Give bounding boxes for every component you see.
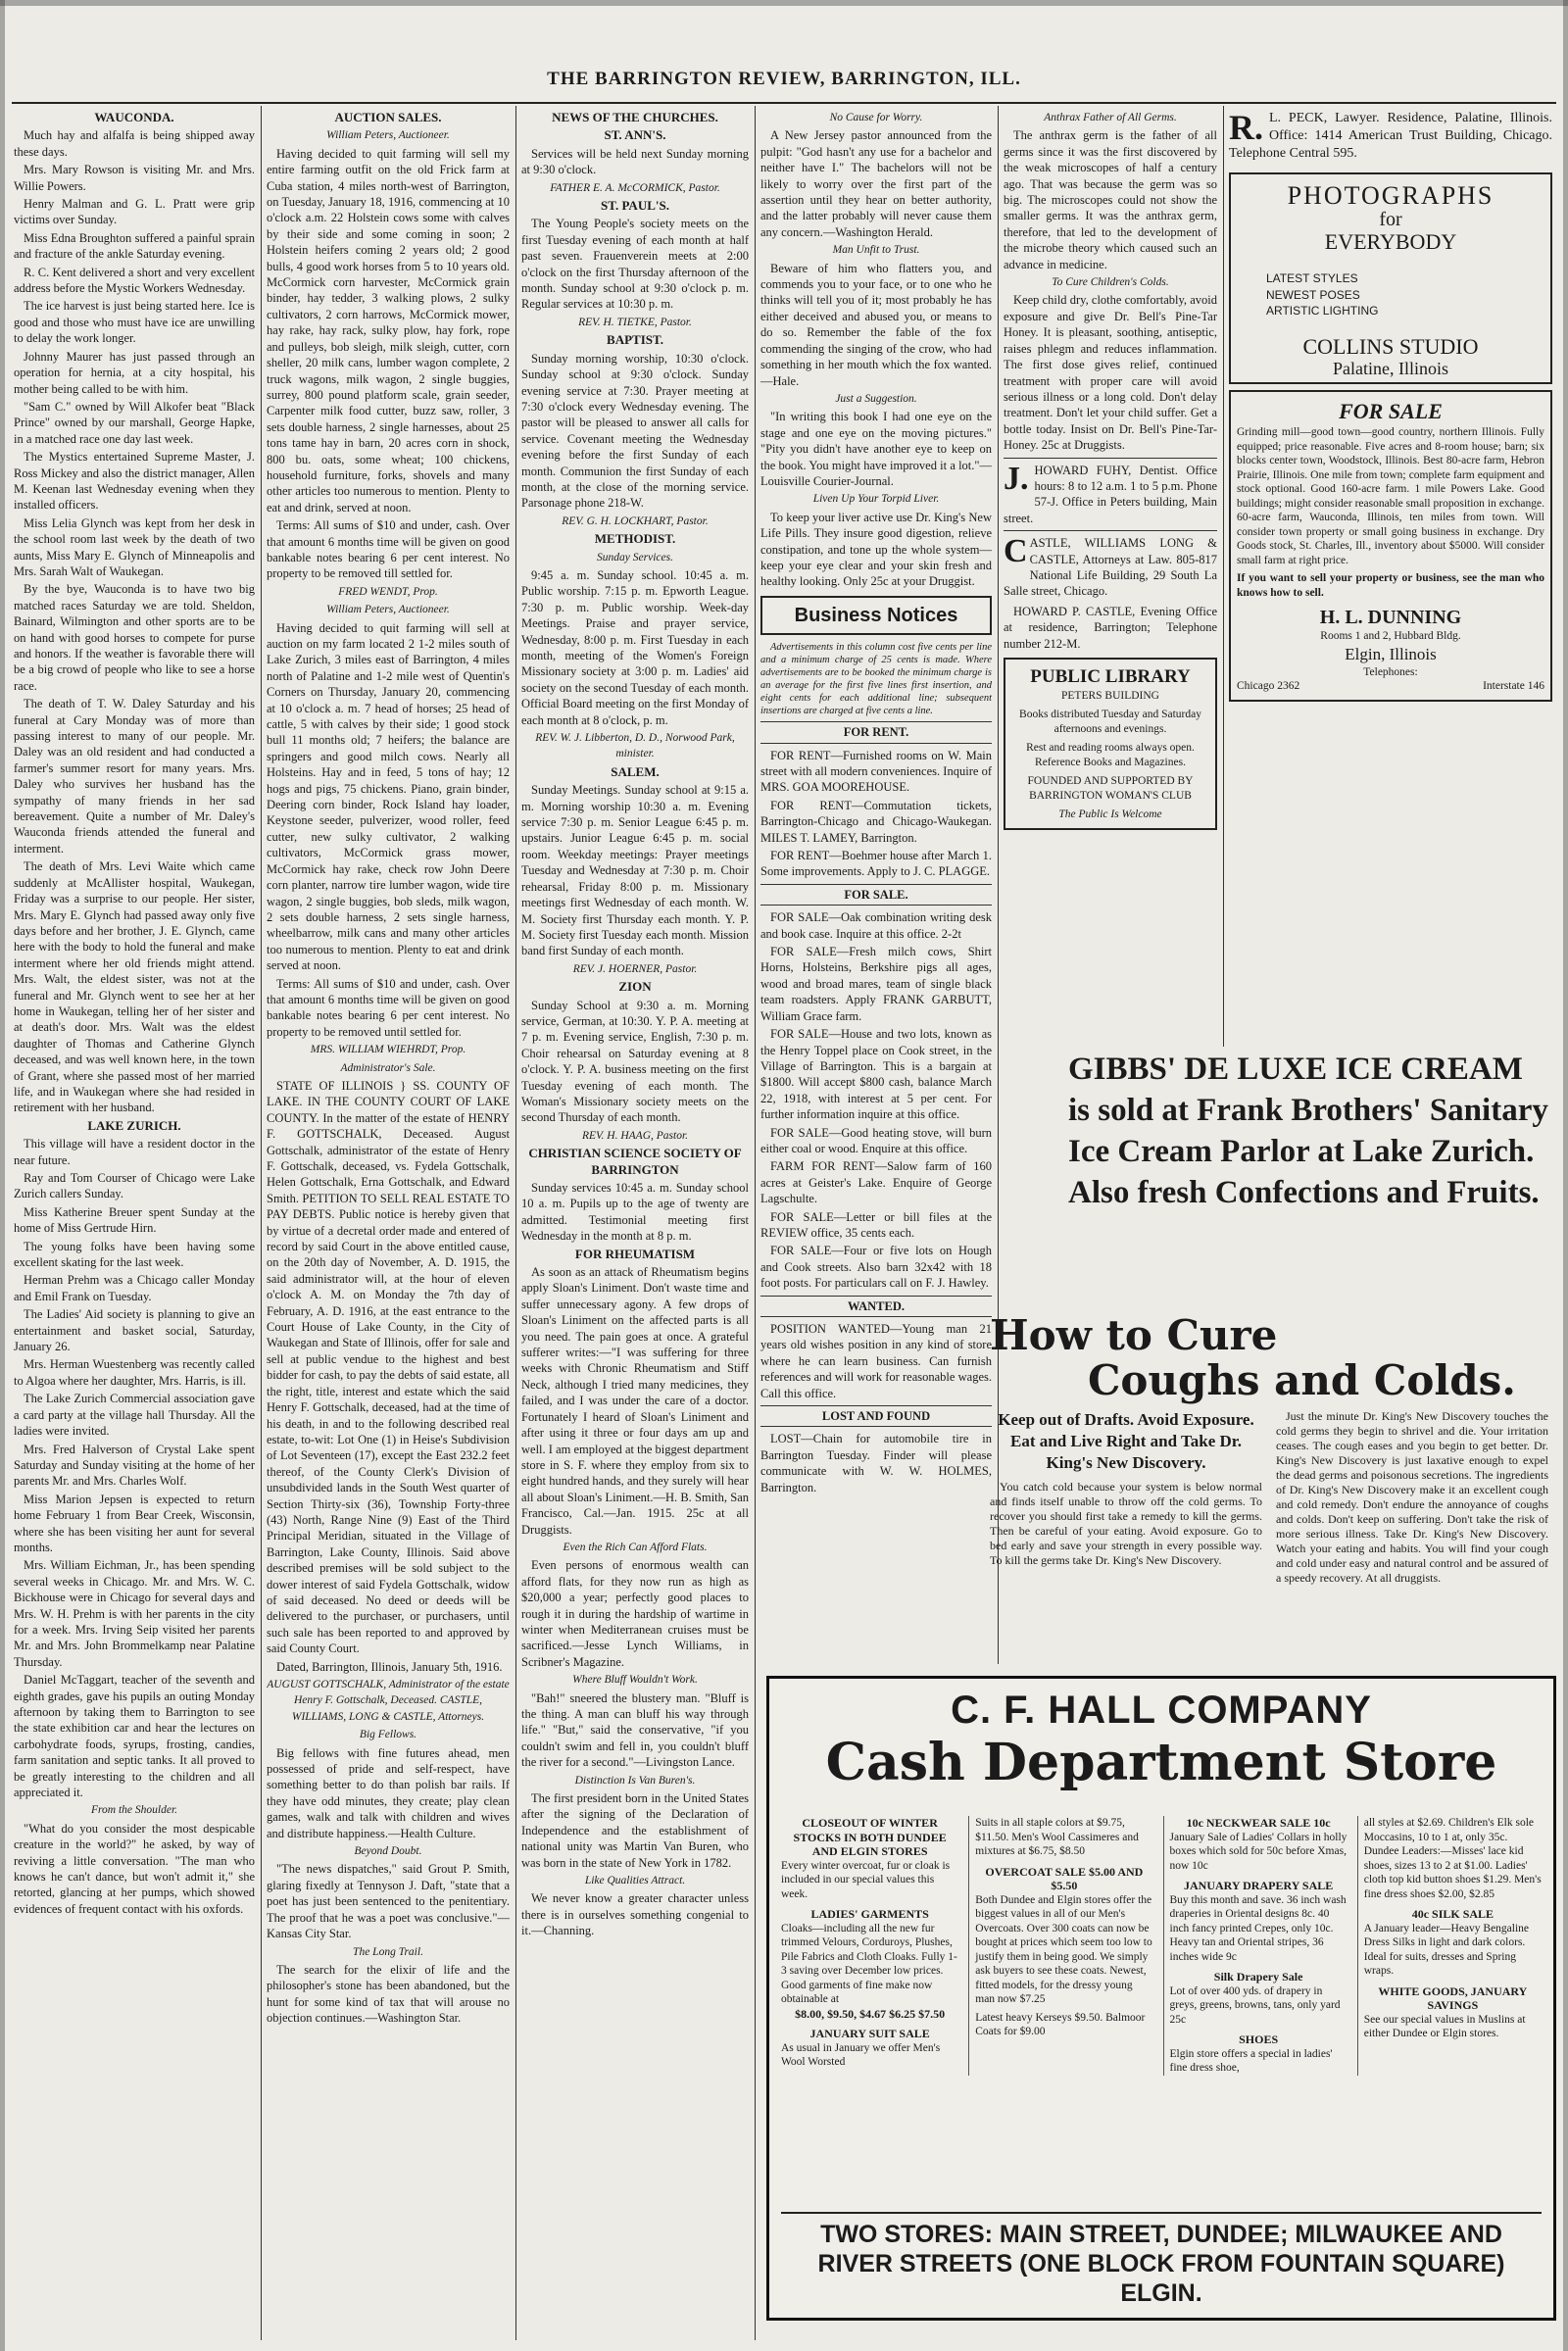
photo-every: EVERYBODY <box>1324 229 1457 255</box>
classified-ad: FOR RENT—Furnished rooms on W. Main street with all modern conveniences. Inquire of MRS. GOA MOOREHOUSE. <box>760 748 992 795</box>
hall-col4-text2: A January leader—Heavy Bengaline Dress Silks in light and dark colors. Ideal for suits, dresses and Spring wraps. <box>1363 1922 1530 1977</box>
hall-col2-head: OVERCOAT SALE $5.00 AND $5.50 <box>985 1864 1144 1892</box>
news-item: Henry Malman and G. L. Pratt were grip victims over Sunday. <box>14 197 255 227</box>
admin-text: STATE OF ILLINOIS } SS. COUNTY OF LAKE. IN THE COUNTY COURT OF LAKE COUNTY. In the matter of the estate of HENRY F. GOTTSCHALK, Deceased. August Gottschalk, administrator of the estate of Henry F. Gottschalk, deceased, vs. Fydela Gottschalk, Helen Gottschalk, Erna Gottschalk, and Edward Smith. PETITION TO SELL REAL ESTATE TO PAY DEBTS. Public notice is hereby given that by virtue of a decretal order made and entered of record by said Court in the above entitled cause, on the 20th day of November, A. D. 1915, the said administrator will, at the hour of eleven o'clock A. M. on Monday the 7th day of February, A. D. 1916, at the east entrance to the Court House of Lake County, in the City of Waukegan and State of Illinois, offer for sale and sell at public vendue to the highest and best bidder for cash, to pay the debts of said estate, all the right, title, interest and estate which the said Henry F. Gottschalk, deceased, had at the time of his death, in and to the following described real estate, to-wit: Lot One (1) in Heise's Subdivision of Lot Seventeen (17), except the East 232.2 feet thereof, of the County Clerk's Division of unsubdivided lands in the South West quarter of Section Thirty-six (36), Township Forty-three (43) North, Range Nine (9) East of the Third Principal Meridian, situated in the Village of Barrington, Lake County, Illinois. Said above described premises will be sold subject to the dower interest of said Fydela Gottschalk, widow of said deceased. No deed or deeds will be delivered to the purchaser, or purchasers, until such sale has been reported to and approved by said County Court. <box>267 1078 510 1656</box>
zion-sign: REV. H. HAAG, Pastor. <box>581 1129 689 1142</box>
colds-head: To Cure Children's Colds. <box>1052 276 1169 289</box>
gibbs-ice-cream-ad: GIBBS' DE LUXE ICE CREAM is sold at Frank Brothers' Sanitary Ice Cream Parlor at Lake Zurich. Also fresh Confections and Fruits. <box>1068 1052 1548 1210</box>
news-item: Much hay and alfalfa is being shipped away these days. <box>14 128 255 159</box>
cf-hall-ad <box>766 1676 1556 2321</box>
auction-sub: William Peters, Auctioneer. <box>326 129 450 142</box>
hall-col3-head4: SHOES <box>1239 2033 1279 2046</box>
auction-head: AUCTION SALES. <box>334 110 442 124</box>
column-churches <box>521 110 749 2334</box>
anthrax-text: The anthrax germ is the father of all germs since it was the first discovered by the weak microscopes of half a century ago. That was because the germ was so big. The microscopes could not show the smaller germs. It was the anthrax germ, therefore, that led to the development of the microbe theory which caused such an advance in medicine. <box>1004 128 1217 271</box>
hall-col1-text3: As usual in January we offer Men's Wool Worsted <box>781 2041 941 2068</box>
colds-text: Keep child dry, clothe comfortably, avoid exposure and give Dr. Bell's Pine-Tar Honey. It is pleasant, soothing, antiseptic, raises phlegm and reduces inflammation. The first dose gives relief, continued treatment with proper care will avoid serious illness or a long cold. Don't delay treatment. Don't let your child suffer. Get a bottle today. Insist on Dr. Bell's Pine-Tar-Honey. 25c at Druggists. <box>1004 293 1217 453</box>
column-auction <box>267 110 510 2334</box>
cure-right-text: Just the minute Dr. King's New Discovery touches the cold germs they begin to shrivel and die. Your irritation ceases. The cough eases and you begin to get better. Dr. King's New Discovery is just laxative enough to expel the dead germs and poisonous secretions. The ingredients of Dr. King's New Discovery make it an excellent cough and cold remedy. Don't endure the annoyance of coughs and colds. Don't keep on suffering. Don't take the risk of more serious illness. Take Dr. King's New Discovery. Watch your eating and habits. You will find your cough and cold under easy and natural control and be assured of a speedy recovery. At all druggists. <box>1276 1409 1548 1585</box>
library-text1: Books distributed Tuesday and Saturday afternoons and evenings. <box>1019 709 1201 735</box>
photo-latest: LATEST STYLES <box>1266 271 1358 286</box>
hall-col3-head: 10c NECKWEAR SALE 10c <box>1186 1816 1331 1830</box>
liver-head: Liven Up Your Torpid Liver. <box>812 493 940 506</box>
masthead-rule <box>12 102 1556 104</box>
news-item: Miss Katherine Breuer spent Sunday at the home of Miss Gertrude Hirn. <box>14 1204 255 1236</box>
scan-edge-mark <box>0 0 5 2351</box>
library-text4: The Public Is Welcome <box>1058 808 1162 820</box>
rheum-text: As soon as an attack of Rheumatism begins apply Sloan's Liniment. Don't waste time and suffer unnecessary agony. A few drops of Sloan's Liniment on the affected parts is all you need. The pain goes at once. A grateful sufferer writes:—"I was suffering for three weeks with Chronic Rheumatism and Stiff Neck, although I tried many medicines, they failed, and I was under the care of a doctor. Fortunately I heard of Sloan's Liniment and after using it three or four days am up and well. I am employed at the biggest department store in S. F. where they employ from six to eight hundred hands, and they surely will hear all about Sloan's Liniment.—H. B. Smith, San Francisco, Cal.—Jan. 1915. 25c at all Druggists. <box>521 1265 749 1537</box>
for-sale-head: FOR SALE. <box>760 884 992 906</box>
column-professional <box>1004 110 1217 1051</box>
worry-text: A New Jersey pastor announced from the pulpit: "God hasn't any use for a bachelor and neither have I." The bachelors will not be likely to worry over the first part of the assertion until they hear on better authority, and the latter probably will never cause them any concern.—Washington Herald. <box>760 128 992 239</box>
auction2-text: Having decided to quit farming will sell at auction on my farm located 2 1-2 miles south of Lake Zurich, 3 miles east of Barrington, 4 miles north of Palatine and 1-2 mile west of Quentin's Corners on Thursday, January 20, commencing at 10 o'clock a. m. 7 head of horses; 25 head of cattle, 5 with calves by their side; 1 good stock bull 11 months old; 7 heifers; the balance are springers and good milch cows. Nearly all Holsteins. Hay and in feed, 5 tons of hay; 12 hogs and pigs, 75 chickens. Piano, grain binder, Deering corn binder, Rock Island hay loader, Keystone seeder, pulverizer, wood roller, feed cutter, new sulky cultivator, 2 walking cultivators, McCormick grass mower, McCormick hay rake, check row John Deere corn planter, narrow tire lumber wagon, wide tire wagon, 2 single buggies, bob sleds, milk wagon, 2 sets double harness, 2 sets single harness, wheelbarrow, milk cans and many other articles too numerous to mention. Plenty to eat and drink served at noon. <box>267 620 510 973</box>
zion-text: Sunday School at 9:30 a. m. Morning service, German, at 10:30. Y. P. A. meeting at 7 p. m. Evening service, English, 7:30 p. m. Choir rehearsal on Saturday evening at 8 o'clock. Y. P. A. business meeting on the first Tuesday evening of each month. The Woman's Missionary society meets on the second Thursday of each month. <box>521 998 749 1125</box>
auction2-sign: MRS. WILLIAM WIEHRDT, Prop. <box>310 1044 466 1056</box>
hall-company: C. F. HALL COMPANY <box>951 1689 1372 1732</box>
hall-col3-text3: Lot of over 400 yds. of drapery in greys, greens, browns, tans, only yard 25c <box>1169 1984 1341 2026</box>
for-rent-head: FOR RENT. <box>760 721 992 743</box>
hall-col1-head3: JANUARY SUIT SALE <box>809 2027 930 2040</box>
hall-col3-text4: Elgin store offers a special in ladies' fine dress shoe, <box>1169 2047 1333 2074</box>
news-item: Ray and Tom Courser of Chicago were Lake Zurich callers Sunday. <box>14 1171 255 1201</box>
classified-ad: FARM FOR RENT—Salow farm of 160 acres at Geister's Lake. Enquire of George Lagschulte. <box>760 1159 992 1206</box>
news-item: Miss Edna Broughton suffered a painful sprain and fracture of the ankle Saturday evening. <box>14 230 255 262</box>
hall-store: Cash Department Store <box>825 1733 1497 1792</box>
burn-head: Distinction Is Van Buren's. <box>574 1774 696 1787</box>
suggest-text: "In writing this book I had one eye on the stage and one eye on the moving pictures." "Pity you didn't have another eye to keep on the book. You might have improved it a lot."—Louisville Courier-Journal. <box>760 410 992 488</box>
sale-head: FOR SALE <box>1339 399 1443 424</box>
news-item: Miss Marion Jepsen is expected to return home February 1 from Bear Creek, Wisconsin, where she has been visiting her aunt for several months. <box>14 1492 255 1554</box>
wauconda-paras <box>14 127 255 1115</box>
column-notices <box>760 110 992 1668</box>
column-wauconda <box>14 110 255 2334</box>
hall-col4-head2: WHITE GOODS, JANUARY SAVINGS <box>1378 1984 1528 2012</box>
classified-ad: FOR SALE—House and two lots, known as the Henry Toppel place on Cook street, in the Village of Barrington. This is a bargain at $1800. Will accept $800 cash, balance March 22, 1918, with interest at 5 per cent. For further information inquire at this office. <box>760 1027 992 1122</box>
classified-ad: FOR SALE—Fresh milch cows, Shirt Horns, Holsteins, Berkshire pigs all ages, wood and broad mares, team of single black team roadsters. Apply FRANK GARBUTT, William Grace farm. <box>760 945 992 1023</box>
cure-left <box>990 1409 1262 1586</box>
unfit-text: Beware of him who flatters you, and commends you to your face, or to one who he thinks will tell you of it; most probably he has either deceived and abused you, or means to do so. Remember the fable of the fox commending the singing of the crow, who had something in her mouth which the fox wanted.—Hale. <box>760 261 992 388</box>
auction2-sub: William Peters, Auctioneer. <box>326 604 450 616</box>
library-text3: FOUNDED AND SUPPORTED BY BARRINGTON WOMAN'S CLUB <box>1027 775 1194 802</box>
news-item: The death of Mrs. Levi Waite which came suddenly at McAllister hospital, Waukegan, Friday was a surprise to our people. Her sister, Mrs. Mary E. Glynch had passed away only five days before and her brother, J. E. Glynch, came here with the body to hold the funeral and make interment where her old friends might attend. Mrs. Walt, the eldest sister, was not at the funeral and Mr. Glynch went to see her at her home in Waukegan, telling her of her sister and at death's door. Mrs. Walt was the eldest daughter of Thomas and Catherine Glynch deceased, and was well known here, in the town of Grant, where she passed most of her married life, and in Waukegan where she had resided in retirement with her husband. <box>14 859 255 1115</box>
news-item: Mrs. Herman Wuestenberg was recently called to Algoa where her daughter, Mrs. Harris, is ill. <box>14 1357 255 1388</box>
cure-coughs-ad <box>990 1313 1548 1586</box>
news-item: Daniel McTaggart, teacher of the seventh and eighth grades, gave his pupils an outing Monday afternoon by taking them to Barrington to see the state exhibition car and hear the lectures on carbohydrate foods, syrups, frosting, candies, farm sanitation and septic tanks. It all proved to be greatly interesting to the children and all appreciated it. <box>14 1673 255 1800</box>
auction-sign: FRED WENDT, Prop. <box>338 585 438 598</box>
scan-edge-mark <box>0 0 1568 6</box>
photographs-ad <box>1229 172 1552 384</box>
business-notices-box <box>760 596 992 635</box>
classified-ad: FOR RENT—Commutation tickets, Barrington-Chicago and Chicago-Waukegan. MILES T. LAMEY, Barrington. <box>760 798 992 845</box>
castle-card <box>1004 530 1217 652</box>
lost-head: LOST AND FOUND <box>760 1405 992 1427</box>
hall-col2-text3: Latest heavy Kerseys $9.50. Balmoor Coats for $9.00 <box>975 2011 1146 2037</box>
baptist-text: Sunday morning worship, 10:30 o'clock. Sunday school at 9:30 o'clock. Sunday evening service at 7:30. Prayer meeting at 7:30 o'clock every Wednesday evening. The pastor will be pleased to answer all calls for service. Covenant meeting the Wednesday evening before the first Sunday of each month. Communion the first Sunday of each month, at the close of the morning service. Parsonage phone 218-W. <box>521 351 749 511</box>
big-text: Big fellows with fine futures ahead, men possessed of pride and self-respect, have something better to do than polish bar rails. If they have odd minutes, they create; play clean games, walk and talk with children and wives and distribute happiness.—Health Culture. <box>267 1745 510 1840</box>
hall-col3-head2: JANUARY DRAPERY SALE <box>1183 1879 1334 1892</box>
photo-newest: NEWEST POSES <box>1266 287 1360 302</box>
news-item: The death of T. W. Daley Saturday and his funeral at Cary Monday was of more than passing interest to many of our people. Mr. Daley was an old resident and had conducted a farmer's summer resort for many years. Mrs. Daley who survives her husband has the sympathy of many friends in her sad bereavement. Quite a number of Mr. Daley's Wauconda friends attended the funeral and interment. <box>14 697 255 856</box>
cure-right <box>1276 1409 1548 1586</box>
methodist-head: METHODIST. <box>594 531 676 547</box>
trail-text: The search for the elixir of life and the philosopher's stone has been abandoned, but the hunt for some kind of tax that will arouse no objection continues.—Washington Star. <box>267 1962 510 2026</box>
flats-head: Even the Rich Can Afford Flats. <box>563 1541 708 1553</box>
pauls-head: ST. PAUL'S. <box>601 198 669 214</box>
news-item: R. C. Kent delivered a short and very excellent address before the Mystic Workers Wednesday. <box>14 265 255 296</box>
news-item: By the bye, Wauconda is to have two big matched races Saturday we are told. Sheldon, Bainard, Wilmington and other sports are to be on hand with good horses to compete for purse and honors. If the weather is favorable there will be a big crowd of people who like to see a horse race. <box>14 582 255 693</box>
cure-title <box>990 1313 1548 1403</box>
business-note: Advertisements in this column cost five cents per line and a minimum charge of 25 cents is made. Where advertisements are to be booked the minimum charge is an average for the first five lines first insertion, and eight cents for each additional line; subsequent insertions are charged at five cents a line. <box>760 642 992 717</box>
hall-columns <box>781 1816 1542 2076</box>
dunning-addr: Rooms 1 and 2, Hubbard Bldg. <box>1320 630 1461 643</box>
dunning-inter: Interstate 146 <box>1483 680 1544 693</box>
hall-col4-text3: See our special values in Muslins at either Dundee or Elgin stores. <box>1363 2013 1526 2039</box>
hall-col1-head: CLOSEOUT OF WINTER STOCKS IN BOTH DUNDEE AND ELGIN STORES <box>793 1816 947 1858</box>
hall-col2 <box>968 1816 1152 2076</box>
liver-text: To keep your liver active use Dr. King's New Life Pills. They insure good digestion, relieve constipation, and tone up the whole system—keep your eye clear and your skin fresh and healthy looking. Only 25c at your Druggist. <box>760 510 992 589</box>
bluff-head: Where Bluff Wouldn't Work. <box>572 1674 698 1687</box>
hall-col2-text2: Both Dundee and Elgin stores offer the biggest values in all of our Men's Overcoats. Over 300 coats can now be bought at prices which seem too low to justify them in being good. We simply ask buyers to see these coats. Newest, fitted models, for the dressy young man now $7.25 <box>975 1893 1152 2005</box>
hall-col3-text2: Buy this month and save. 36 inch wash draperies in Oriental designs 8c. 40 inch fancy printed Crepes, only 10c. Heavy tan and Oriental stripes, 36 inches wide 9c <box>1169 1893 1347 1963</box>
annes-head: ST. ANN'S. <box>604 127 666 143</box>
admin-date: Dated, Barrington, Illinois, January 5th, 1916. <box>276 1659 503 1674</box>
sale-text: Grinding mill—good town—good country, northern Illinois. Fully equipped; price reasonable. Five acres and 8-room house; barn; six blocks center town, Woodstock, Illinois. Best 80-acre farm, Hebron Prairie, Illinois. One mile from town; complete farm equipment and stock optional. Good 160-acre farm. 1 mile Powers Lake. Good buildings; might consider reasonable small proposition in exchange. 60-acre farm, Wauconda, Illinois, ten miles from town. Will consider town property or small going business in exchange. Dry Goods stock, St. Charles, Ill., inventory about $5000. Will consider small farm at right price. <box>1237 426 1544 566</box>
dunning-phones <box>1237 679 1544 694</box>
auction2-terms: Terms: All sums of $10 and under, cash. Over that amount 6 months time will be given on good bankable notes bearing 6 per cent interest. No property to be removed until settled for. <box>267 976 510 1039</box>
library-box <box>1004 658 1217 830</box>
classified-ad: FOR SALE—Letter or bill files at the REVIEW office, 35 cents each. <box>760 1209 992 1240</box>
hall-col1-text2: Cloaks—including all the new fur trimmed Velours, Corduroys, Plushes, Pile Fabrics and Cloth Cloaks. Fully 1-3 saving over December low prices. Good garments of fine make now obtainable at <box>781 1922 957 2005</box>
hall-col4-text: all styles at $2.69. Children's Elk sole Moccasins, 10 to 1 at, only 35c. Dundee Leaders:—Misses' lace kid shoes, sizes 13 to 2 at $1.00. Ladies' cloth top kid button shoes $1.29. Men's fine dress shoes $2.00, $2.85 <box>1363 1817 1542 1900</box>
hall-footer: TWO STORES: MAIN STREET, DUNDEE; MILWAUKEE AND RIVER STREETS (ONE BLOCK FROM FOUNTAIN SQUARE) ELGIN. <box>781 2212 1542 2308</box>
dunning-tel: Chicago 2362 <box>1237 680 1300 693</box>
fuhy-text: HOWARD FUHY, Dentist. Office hours: 8 to 12 a.m. 1 to 5 p.m. Phone 57-J. Office in Peters building, Main street. <box>1004 463 1217 525</box>
shoulder-text: "What do you consider the most despicable creature in the world?" he asked, by way of reviving a little conversation. "The man who knows he can't dance, but won't admit it," she retorted, glancing at her pumps, which showed evidences of frequent contact with his oxfords. <box>14 1821 255 1916</box>
bluff-text: "Bah!" sneered the blustery man. "Bluff is the thing. A man can bluff his way through life." "But," said the conservative, "if you couldn't swim and fell in, you couldn't bluff the river for a second."—Livingston Lance. <box>521 1690 749 1770</box>
peck-initial: R. <box>1229 110 1263 147</box>
big-head: Big Fellows. <box>359 1729 417 1741</box>
cs-head: CHRISTIAN SCIENCE SOCIETY OF BARRINGTON <box>528 1146 742 1177</box>
hall-col4 <box>1357 1816 1542 2076</box>
wanted-head: WANTED. <box>760 1296 992 1317</box>
news-item: "Sam C." owned by Will Alkofer beat "Black Prince" owned by our marshall, George Hapke, in a matched race one day last week. <box>14 399 255 446</box>
hall-col4-head: 40c SILK SALE <box>1411 1907 1494 1921</box>
auction-terms: Terms: All sums of $10 and under, cash. Over that amount 6 months time will be given on good bankable notes bearing 6 per cent interest. No property to be removed till settled for. <box>267 518 510 581</box>
anthrax-head: Anthrax Father of All Germs. <box>1044 112 1177 123</box>
news-item: Johnny Maurer has just passed through an operation for hernia, at a city hospital, his mother being called to be with him. <box>14 349 255 396</box>
pauls-sign: REV. H. TIETKE, Pastor. <box>578 316 692 328</box>
news-item: The Lake Zurich Commercial association gave a card party at the village hall Thursday. All the ladies were invited. <box>14 1392 255 1439</box>
photo-city: Palatine, Illinois <box>1333 358 1448 378</box>
wauconda-head: WAUCONDA. <box>94 110 174 124</box>
salem-text: Sunday Meetings. Sunday school at 9:15 a. m. Morning worship 10:30 a. m. Evening service 7:30 p. m. Senior League 6:45 p. m. upstairs. Junior League 6:45 p. m. social room. Weekday meetings: Prayer meetings Tuesday and Wednesday at 7:30 p. m. Choir rehearsal, Friday 8:00 p. m. Missionary meetings first Wednesday of each month. W. M. Society first Thursday each month. Y. P. M. Society first Tuesday each month. Mission band first Sunday of each month. <box>521 783 749 958</box>
column-ads <box>1229 110 1552 1051</box>
pauls-text: The Young People's society meets on the first Tuesday evening of each month at half past seven. Frauenverein meets at 2:00 o'clock on the first Thursday afternoon of the month. Sunday school at 9:30 o'clock p. m. Regular services at 10:30 p. m. <box>521 217 749 312</box>
trail-head: The Long Trail. <box>353 1945 423 1958</box>
library-sub: PETERS BUILDING <box>1061 690 1159 702</box>
hall-col1-head2: LADIES' GARMENTS <box>810 1907 929 1921</box>
annes-text: Services will be held next Sunday morning at 9:30 o'clock. <box>521 146 749 177</box>
photo-studio: COLLINS STUDIO <box>1302 333 1479 359</box>
churches-head: NEWS OF THE CHURCHES. <box>552 110 718 124</box>
dunning-city: Elgin, Illinois <box>1345 644 1437 663</box>
methodist-services: Sunday Services. <box>597 551 673 563</box>
classified-ad: FOR SALE—Oak combination writing desk and book case. Inquire at this office. 2-2t <box>760 910 992 941</box>
classified-ad: FOR RENT—Boehmer house after March 1. Some improvements. Apply to J. C. PLAGGE. <box>760 849 992 879</box>
methodist-sign: REV. W. J. Libberton, D. D., Norwood Park, minister. <box>535 732 735 760</box>
dunning-tel-label: Telephones: <box>1363 665 1418 678</box>
attract-text: We never know a greater character unless there is in ourselves something congenial to it.—Channing. <box>521 1891 749 1938</box>
zurich-head: LAKE ZURICH. <box>87 1117 181 1133</box>
news-item: This village will have a resident doctor in the near future. <box>14 1137 255 1167</box>
classified-ad: LOST—Chain for automobile tire in Barrington Tuesday. Finder will please communicate with W. W. HOLMES, Barrington. <box>760 1432 992 1494</box>
worry-head: No Cause for Worry. <box>829 112 923 123</box>
cure-title2: Coughs and Colds. <box>1088 1356 1516 1404</box>
castle-text: ASTLE, WILLIAMS LONG & CASTLE, Attorneys at Law. 805-817 National Life Building, 29 South La Salle street, Chicago. <box>1004 536 1217 599</box>
fuhy-card <box>1004 458 1217 527</box>
zion-head: ZION <box>618 979 652 995</box>
baptist-head: BAPTIST. <box>607 332 663 348</box>
hall-col1 <box>781 1816 958 2076</box>
flats-text: Even persons of enormous wealth can afford flats, for they now run as high as $20,000 a year; perfectly good places to rough it in during the hardship of wartime in winter when Mediterranean cruises must be sacrificed.—Jesse Lynch Williams, in Scribner's Magazine. <box>521 1558 749 1669</box>
salem-head: SALEM. <box>611 763 660 779</box>
classified-ad: FOR SALE—Four or five lots on Hough and Cook streets. Also barn 32x42 with 18 foot posts. For particulars call on F. J. Hawley. <box>760 1244 992 1291</box>
photo-for: for <box>1379 209 1402 230</box>
news-item: Mrs. Fred Halverson of Crystal Lake spent Saturday and Sunday visiting at the home of her parents Mr. and Mrs. Charles Wolf. <box>14 1442 255 1489</box>
suggest-head: Just a Suggestion. <box>835 392 917 405</box>
cure-columns <box>990 1409 1548 1586</box>
salem-sign: REV. J. HOERNER, Pastor. <box>572 962 698 975</box>
zurich-paras <box>14 1136 255 1800</box>
classified-ad: POSITION WANTED—Young man 21 years old wishes position in any kind of store where he can learn business. Can furnish references and will work for reasonable wages. Call this office. <box>760 1322 992 1400</box>
column-rule <box>261 106 262 2340</box>
column-rule <box>755 106 756 2340</box>
peck-card <box>1229 110 1552 163</box>
doubt-text: "The news dispatches," said Grout P. Smith, glaring fixedly at Tennyson J. Daft, "state that a poet has just been sentenced to the penitentiary. The proof that he was a poet was conclusive."—Kansas City Star. <box>267 1862 510 1941</box>
burn-text: The first president born in the United States after the signing of the Declaration of Independence and the establishment of national unity was Martin Van Buren, who was born in the state of New York in 1782. <box>521 1791 749 1870</box>
hall-col1-prices: $8.00, $9.50, $4.67 $6.25 $7.50 <box>795 2006 946 2021</box>
library-text2: Rest and reading rooms always open. Reference Books and Magazines. <box>1026 742 1195 768</box>
auction-text: Having decided to quit farming will sell my entire farming outfit on the old Frick farm at Cuba station, 4 miles north-west of Barrington, on Tuesday, January 18, 1916, commencing at 10 o'clock a.m. 22 Holstein cows some with calves by their side and some coming in soon; 2 Holstein heifers coming 2 years old; 2 good bulls, 4 good work horses from 5 to 10 years old. McCormick corn harvester, McCormick grain binder, hay tedder, 3 walking plows, 2 sulky cultivators, 2 corn harrows, McCormick mower, hay rake, hay rack, sulky plow, hay fork, rope and pulleys, bob sleigh, milk sleigh, cutter, corn sheller, 20 milk cans, lumber wagon complete, 2 truck wagons, milk wagon, 2 single buggies, surrey, 800 pound platform scale, grain seeder, Carpenter milk food cutter, buzz saw, roller, 3 sets double harness, 2 single harnesses, about 25 tons tame hay in barn, 20 acres corn in shock, 800 bu. oats, some wheat; 100 chickens, household furniture, forks, shovels and many other articles too numerous to mention. Plenty to eat and drink, served at noon. <box>267 146 510 514</box>
news-item: Mrs. Mary Rowson is visiting Mr. and Mrs. Willie Powers. <box>14 163 255 193</box>
news-item: Herman Prehm was a Chicago caller Monday and Emil Frank on Tuesday. <box>14 1273 255 1303</box>
sale-note: If you want to sell your property or business, see the man who knows how to sell. <box>1237 572 1544 599</box>
classified-ad: FOR SALE—Good heating stove, will burn either coal or wood. Enquire at this office. <box>760 1125 992 1155</box>
scan-edge-mark <box>1563 0 1568 2351</box>
photo-title: PHOTOGRAPHS <box>1287 181 1494 210</box>
methodist-text: 9:45 a. m. Sunday school. 10:45 a. m. Public worship. 7:15 p. m. Epworth League. 7:30 p. m. Public worship. Week-day Meetings. Praise and prayer service, Wednesday, 8:00 p. m. First Tuesday in each month, meeting of the Women's Foreign Missionary society at 3:00 p. m. Ladies' aid society on the second Tuesday of each month. Official Board meeting on the first Monday of each month at 8 o'clock, p. m. <box>521 567 749 727</box>
news-item: The young folks have been having some excellent skating for the last week. <box>14 1239 255 1270</box>
annes-sign: FATHER E. A. McCORMICK, Pastor. <box>550 181 720 194</box>
hall-col1-text: Every winter overcoat, fur or cloak is included in our special values this week. <box>781 1859 951 1900</box>
hall-col3-text: January Sale of Ladies' Collars in holly boxes which sold for 50c before Xmas, now 10c <box>1169 1831 1348 1872</box>
news-item: The Mystics entertained Supreme Master, J. Ross Mickey and also the district manager, Allen M. Keenan last Wednesday evening when they installed officers. <box>14 450 255 513</box>
column-rule <box>515 106 516 2340</box>
hall-col2-text: Suits in all staple colors at $9.75, $11.50. Men's Wool Cassimeres and mixtures at $6.75, $8.50 <box>975 1817 1139 1857</box>
attract-head: Like Qualities Attract. <box>584 1875 686 1887</box>
hall-col3 <box>1163 1816 1348 2076</box>
baptist-sign: REV. G. H. LOCKHART, Pastor. <box>562 514 709 527</box>
unfit-head: Man Unfit to Trust. <box>832 244 920 257</box>
hall-col3-head3: Silk Drapery Sale <box>1213 1970 1303 1984</box>
library-title: PUBLIC LIBRARY <box>1030 666 1191 687</box>
cure-lead: Keep out of Drafts. Avoid Exposure. Eat and Live Right and Take Dr. King's New Discovery. <box>998 1410 1254 1472</box>
admin-head: Administrator's Sale. <box>340 1061 436 1074</box>
for-sale-ad <box>1229 390 1552 702</box>
dunning-name: H. L. DUNNING <box>1319 607 1462 629</box>
peck-text: L. PECK, Lawyer. Residence, Palatine, Illinois. Office: 1414 American Trust Building, Chicago. Telephone Central 595. <box>1229 111 1552 161</box>
news-item: Mrs. William Eichman, Jr., has been spending several weeks in Chicago. Mr. and Mrs. W. C. Bickhouse were in Chicago for several days and Mrs. W. H. Prehm is with her parents in the city for a week. Mrs. Irving Seip visited her parents Mr. and Mrs. John Brommelkamp near Palatine Thursday. <box>14 1558 255 1669</box>
photo-artistic: ARTISTIC LIGHTING <box>1266 304 1379 318</box>
news-item: Miss Lelia Glynch was kept from her desk in the school room last week by the death of two aunts, Miss Mary E. Glynch of Minneapolis and Mrs. Sarah Walt of Waukegan. <box>14 515 255 578</box>
fuhy-initial: J. <box>1004 460 1029 497</box>
business-head: Business Notices <box>794 604 958 626</box>
castle-initial: C <box>1004 533 1028 570</box>
news-item: The Ladies' Aid society is planning to give an entertainment and basket social, Saturday, January 26. <box>14 1307 255 1354</box>
admin-sign: AUGUST GOTTSCHALK, Administrator of the estate Henry F. Gottschalk, Deceased. CASTLE, WILLIAMS, LONG & CASTLE, Attorneys. <box>267 1679 510 1723</box>
cure-left-text: You catch cold because your system is below normal and finds itself unable to throw off the cold germs. To recover you should first take a remedy to kill the germs. Then be careful of your eating. Avoid exposure. Go to bed early and save your strength in every possible way. To kill the germs take Dr. King's New Discovery. <box>990 1480 1262 1567</box>
cs-text: Sunday services 10:45 a. m. Sunday school 10 a. m. Pupils up to the age of twenty are admitted. Testimonial meeting first Wednesday in the month at 8 p. m. <box>521 1181 749 1244</box>
column-rule <box>1223 106 1224 1047</box>
rheum-head: FOR RHEUMATISM <box>574 1246 696 1261</box>
cure-title1: How to Cure <box>990 1311 1278 1359</box>
news-item: The ice harvest is just being started here. Ice is good and those who must have ice are unwilling to delay the work longer. <box>14 299 255 346</box>
castle-text2: HOWARD P. CASTLE, Evening Office at residence, Barrington; Telephone number 212-M. <box>1004 604 1217 651</box>
doubt-head: Beyond Doubt. <box>354 1845 422 1858</box>
shoulder-head: From the Shoulder. <box>90 1804 178 1817</box>
masthead: THE BARRINGTON REVIEW, BARRINGTON, ILL. <box>547 69 1021 89</box>
